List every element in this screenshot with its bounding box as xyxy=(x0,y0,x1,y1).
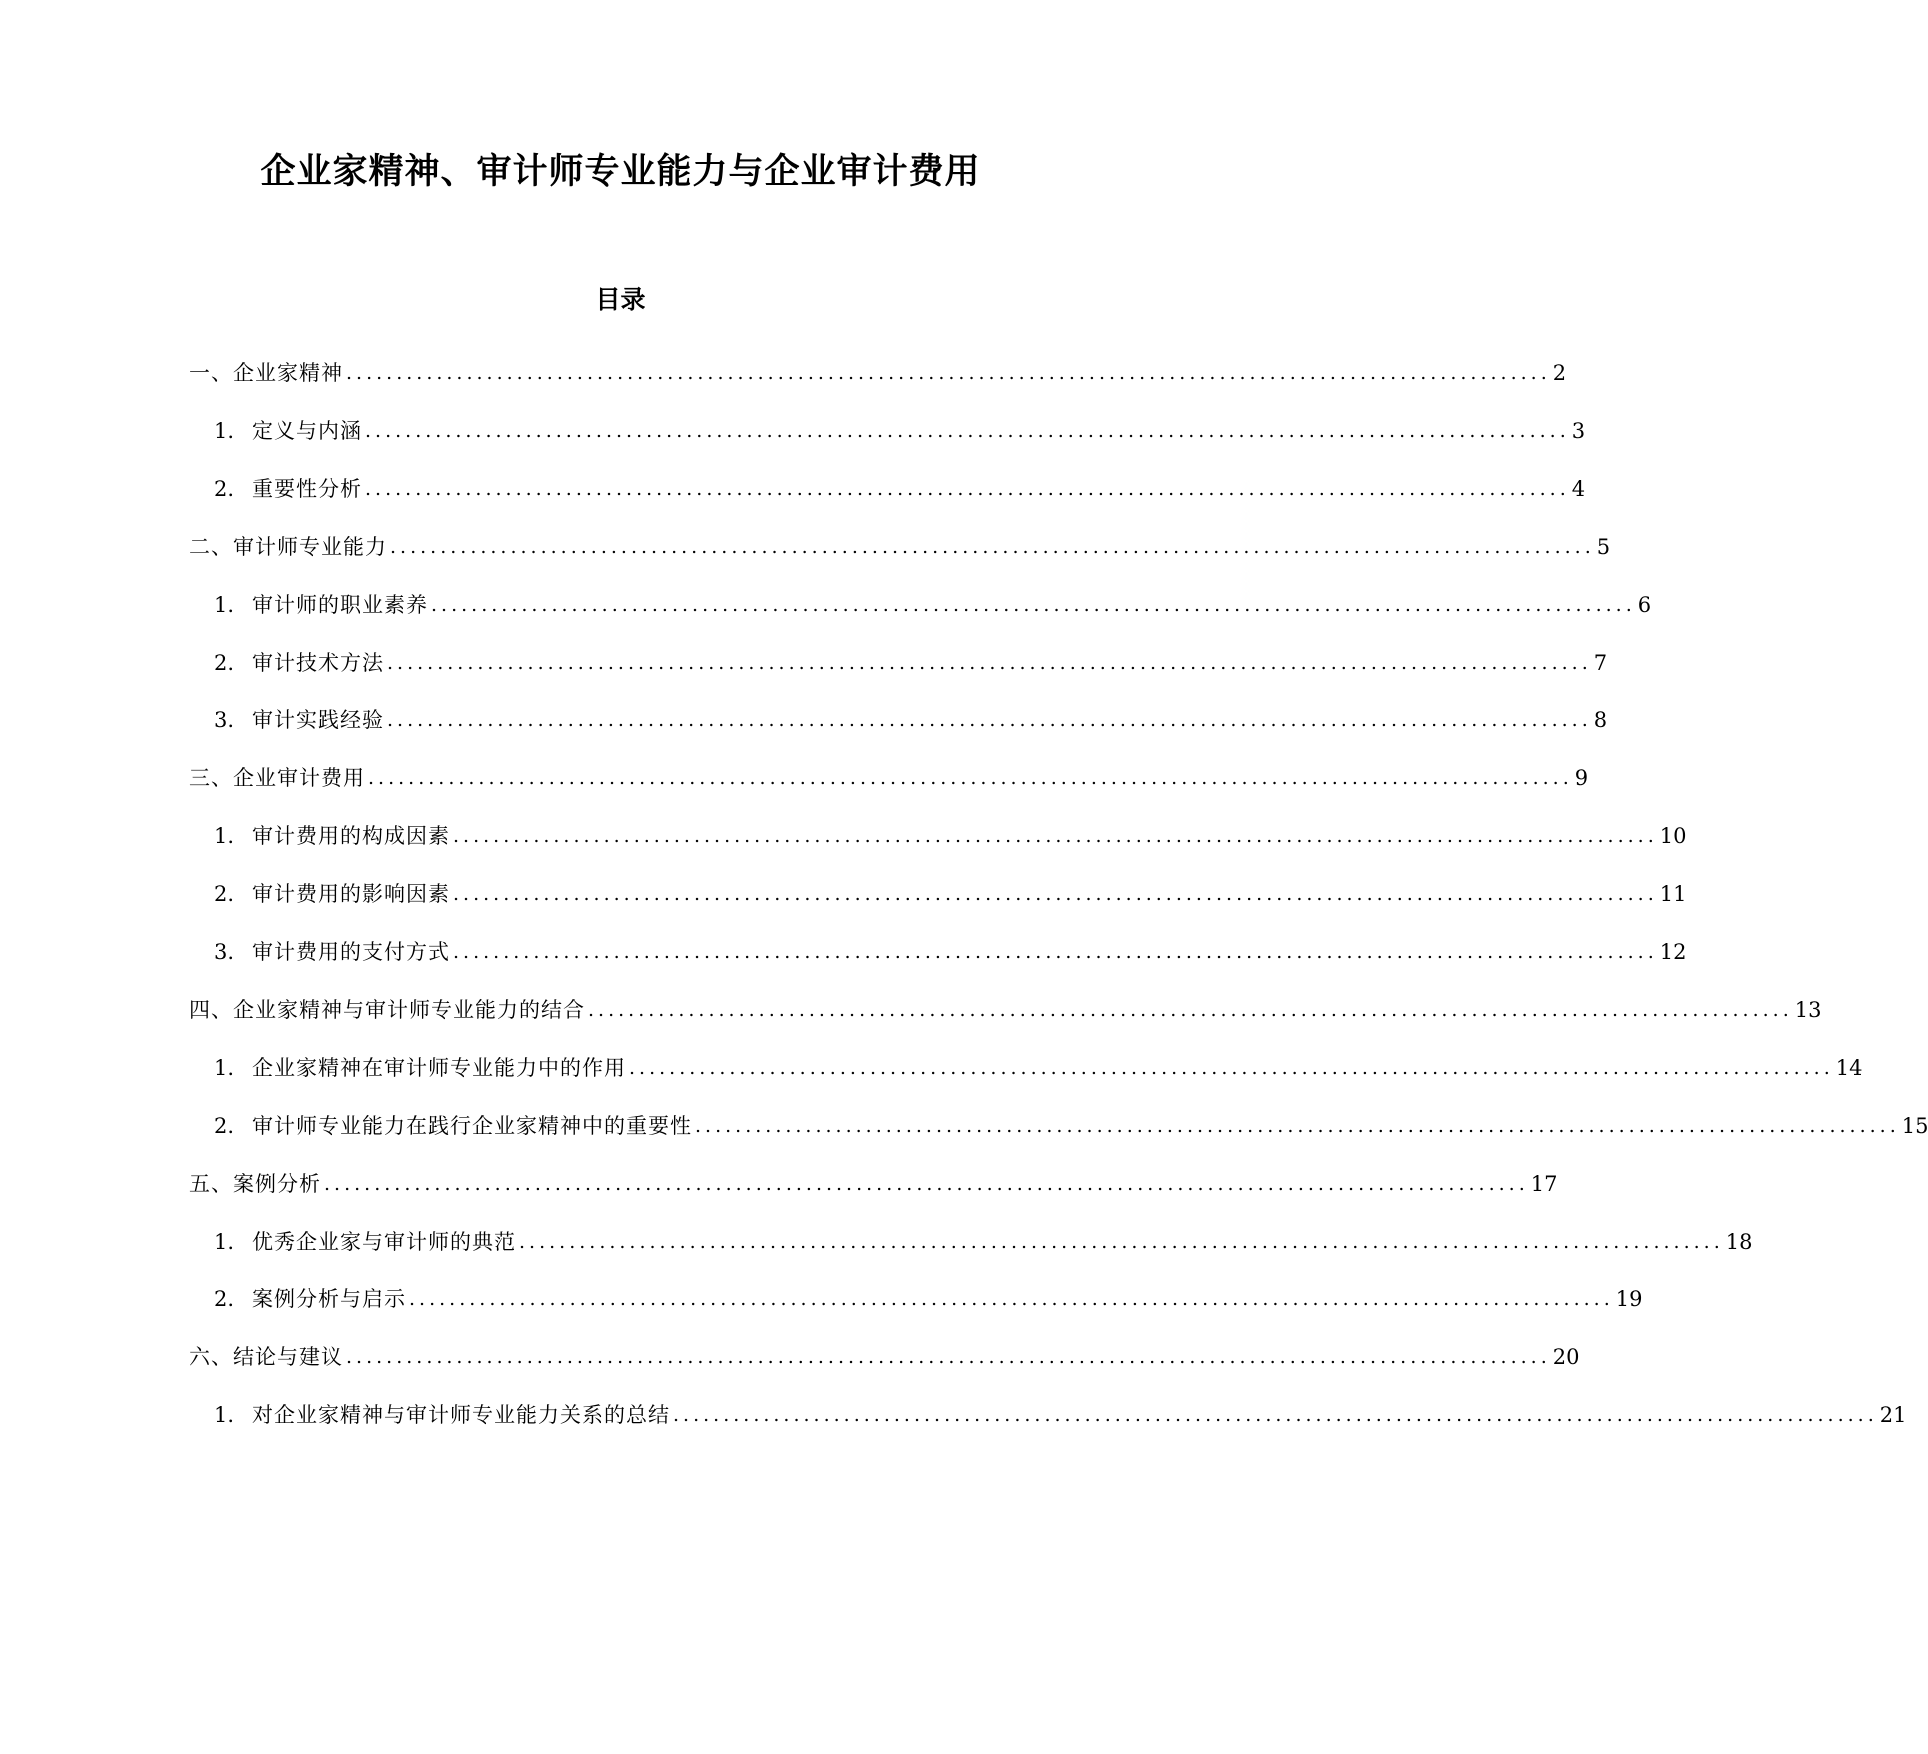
toc-dot-leader: ........................................................................................................................ xyxy=(346,362,1551,384)
toc-subsection-entry[interactable] xyxy=(214,875,1687,909)
toc-subsection-entry[interactable] xyxy=(214,1049,1863,1083)
toc-page-number: 18 xyxy=(1725,1230,1753,1254)
toc-section-entry[interactable] xyxy=(189,991,1822,1025)
toc-entry-number: 1. xyxy=(214,824,235,848)
toc-entry-label: 审计技术方法 xyxy=(252,651,384,675)
toc-subsection-entry[interactable] xyxy=(214,412,1586,446)
toc-dot-leader: ........................................................................................................................ xyxy=(519,1231,1724,1253)
toc-page-number: 2 xyxy=(1552,361,1567,385)
toc-dot-leader: ........................................................................................................................ xyxy=(365,478,1570,500)
toc-dot-leader: ........................................................................................................................ xyxy=(324,1173,1529,1195)
toc-page-number: 12 xyxy=(1659,940,1687,964)
toc-entry-number: 3. xyxy=(214,940,235,964)
toc-page-number: 8 xyxy=(1593,708,1608,732)
toc-page-number: 17 xyxy=(1530,1172,1558,1196)
toc-page-number: 14 xyxy=(1835,1056,1863,1080)
toc-entry-label: 对企业家精神与审计师专业能力关系的总结 xyxy=(252,1403,670,1427)
toc-subsection-entry[interactable] xyxy=(214,470,1586,504)
toc-page-number: 10 xyxy=(1659,824,1687,848)
toc-page-number: 13 xyxy=(1794,998,1822,1022)
toc-entry-number: 2. xyxy=(214,651,235,675)
toc-page-number: 19 xyxy=(1615,1287,1643,1311)
toc-subsection-entry[interactable] xyxy=(214,1223,1753,1257)
toc-dot-leader: ........................................................................................................................ xyxy=(387,709,1592,731)
toc-entry-label: 优秀企业家与审计师的典范 xyxy=(252,1230,516,1254)
toc-page-number: 5 xyxy=(1596,535,1611,559)
toc-subsection-entry[interactable] xyxy=(214,1107,1928,1141)
toc-entry-number: 2. xyxy=(214,1287,235,1311)
toc-subsection-entry[interactable] xyxy=(214,586,1652,620)
toc-dot-leader: ........................................................................................................................ xyxy=(453,941,1658,963)
toc-section-entry[interactable] xyxy=(189,1165,1558,1199)
toc-dot-leader: ........................................................................................................................ xyxy=(453,883,1658,905)
toc-entry-label: 四、企业家精神与审计师专业能力的结合 xyxy=(189,998,585,1022)
toc-entry-label: 六、结论与建议 xyxy=(189,1345,343,1369)
toc-entry-number: 3. xyxy=(214,708,235,732)
toc-entry-number: 1. xyxy=(214,593,235,617)
toc-entry-label: 重要性分析 xyxy=(252,477,362,501)
document-title: 企业家精神、审计师专业能力与企业审计费用 xyxy=(260,152,981,192)
toc-entry-label: 审计实践经验 xyxy=(252,708,384,732)
toc-section-entry[interactable] xyxy=(189,759,1589,793)
toc-page-number: 11 xyxy=(1659,882,1687,906)
toc-subsection-entry[interactable] xyxy=(214,1396,1907,1430)
toc-page-number: 21 xyxy=(1879,1403,1907,1427)
toc-entry-label: 二、审计师专业能力 xyxy=(189,535,387,559)
toc-entry-number: 1. xyxy=(214,419,235,443)
toc-entry-label: 一、企业家精神 xyxy=(189,361,343,385)
toc-dot-leader: ........................................................................................................................ xyxy=(387,652,1592,674)
toc-page-number: 15 xyxy=(1901,1114,1928,1138)
toc-heading: 目录 xyxy=(595,285,646,314)
toc-entry-label: 审计费用的支付方式 xyxy=(252,940,450,964)
toc-entry-number: 1. xyxy=(214,1230,235,1254)
toc-dot-leader: ........................................................................................................................ xyxy=(365,420,1570,442)
toc-entry-number: 2. xyxy=(214,882,235,906)
toc-section-entry[interactable] xyxy=(189,528,1611,562)
toc-dot-leader: ........................................................................................................................ xyxy=(629,1057,1834,1079)
toc-entry-number: 1. xyxy=(214,1403,235,1427)
toc-entry-number: 2. xyxy=(214,477,235,501)
toc-entry-label: 审计师的职业素养 xyxy=(252,593,428,617)
toc-entry-label: 企业家精神在审计师专业能力中的作用 xyxy=(252,1056,626,1080)
toc-page-number: 20 xyxy=(1552,1345,1580,1369)
toc-subsection-entry[interactable] xyxy=(214,933,1687,967)
toc-page-number: 4 xyxy=(1571,477,1586,501)
toc-entry-label: 审计费用的影响因素 xyxy=(252,882,450,906)
toc-entry-label: 案例分析与启示 xyxy=(252,1287,406,1311)
toc-page-number: 6 xyxy=(1637,593,1652,617)
toc-entry-label: 审计师专业能力在践行企业家精神中的重要性 xyxy=(252,1114,692,1138)
toc-dot-leader: ........................................................................................................................ xyxy=(368,767,1573,789)
toc-entry-label: 定义与内涵 xyxy=(252,419,362,443)
toc-section-entry[interactable] xyxy=(189,354,1567,388)
toc-dot-leader: ........................................................................................................................ xyxy=(409,1288,1614,1310)
toc-page-number: 3 xyxy=(1571,419,1586,443)
toc-dot-leader: ........................................................................................................................ xyxy=(673,1404,1878,1426)
toc-entry-number: 1. xyxy=(214,1056,235,1080)
toc-subsection-entry[interactable] xyxy=(214,1280,1643,1314)
toc-subsection-entry[interactable] xyxy=(214,701,1608,735)
toc-entry-number: 2. xyxy=(214,1114,235,1138)
toc-page-number: 7 xyxy=(1593,651,1608,675)
toc-entry-label: 五、案例分析 xyxy=(189,1172,321,1196)
toc-entry-label: 三、企业审计费用 xyxy=(189,766,365,790)
toc-subsection-entry[interactable] xyxy=(214,817,1687,851)
toc-section-entry[interactable] xyxy=(189,1338,1580,1372)
toc-dot-leader: ........................................................................................................................ xyxy=(453,825,1658,847)
toc-page-number: 9 xyxy=(1574,766,1589,790)
toc-dot-leader: ........................................................................................................................ xyxy=(588,999,1793,1021)
toc-dot-leader: ........................................................................................................................ xyxy=(390,536,1595,558)
toc-subsection-entry[interactable] xyxy=(214,644,1608,678)
toc-dot-leader: ........................................................................................................................ xyxy=(346,1346,1551,1368)
toc-entry-label: 审计费用的构成因素 xyxy=(252,824,450,848)
toc-dot-leader: ........................................................................................................................ xyxy=(431,594,1636,616)
toc-dot-leader: ........................................................................................................................ xyxy=(695,1115,1900,1137)
